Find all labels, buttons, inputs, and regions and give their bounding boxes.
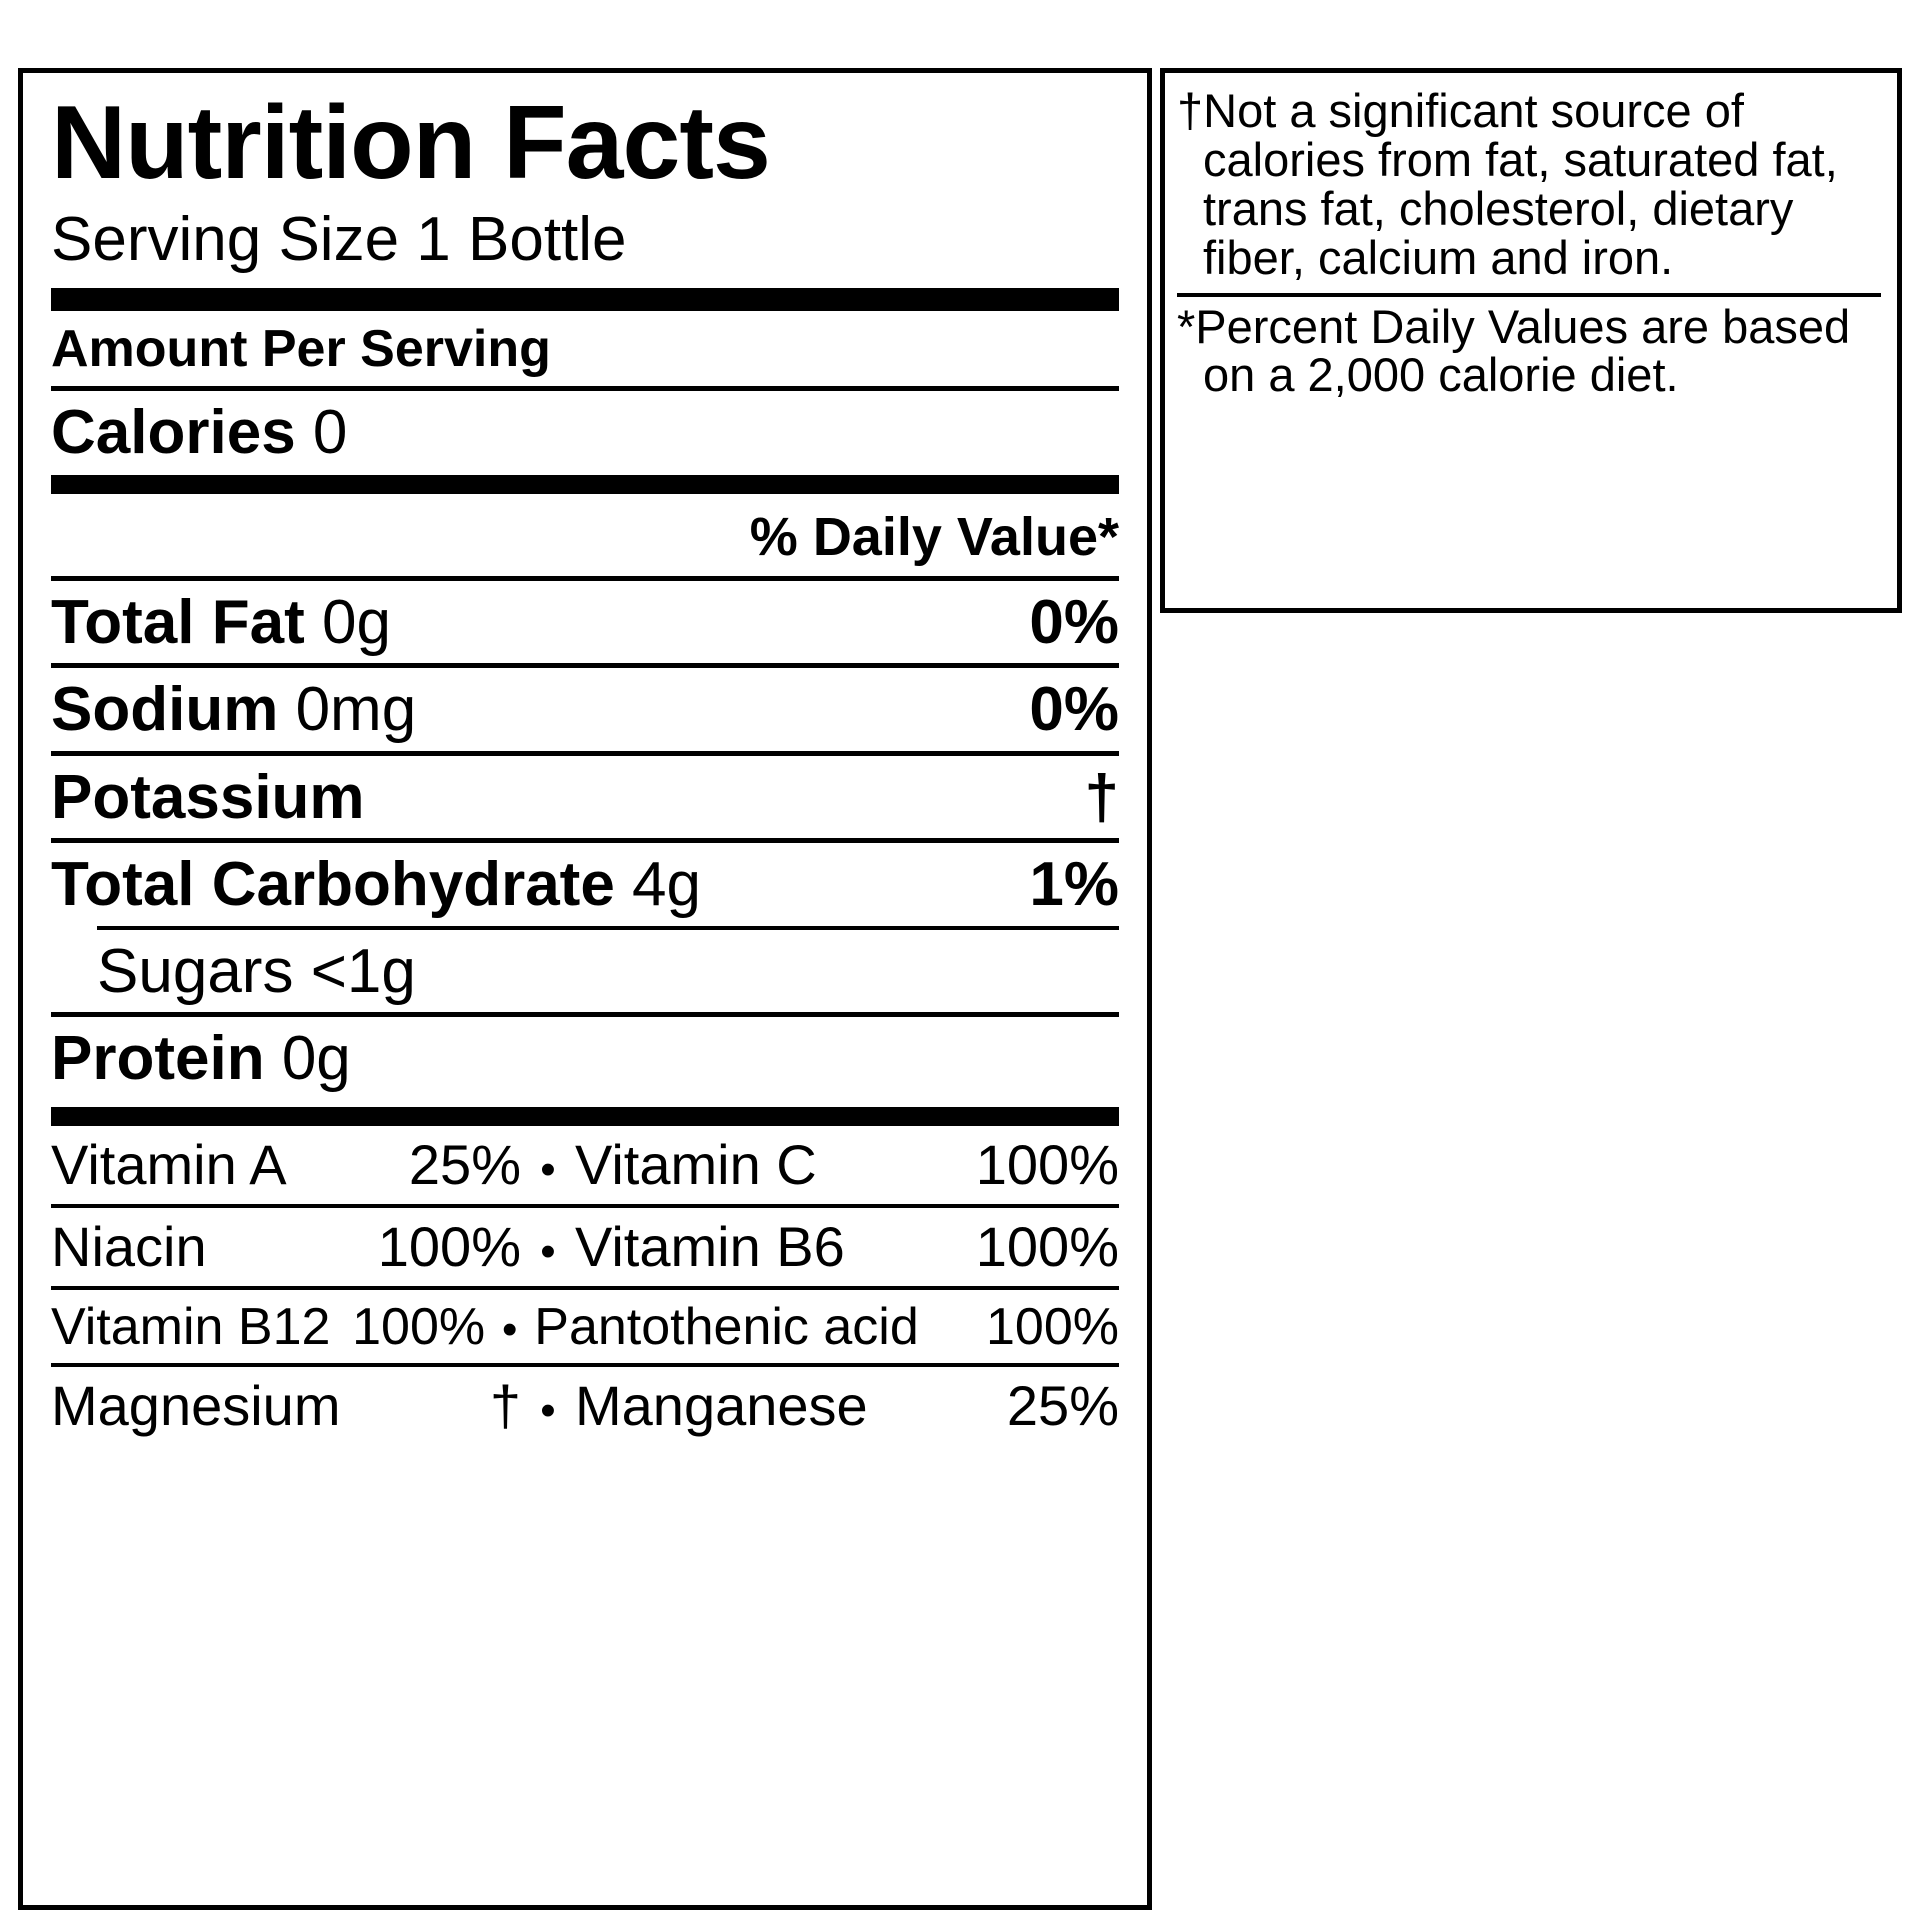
nutrient-row-protein (51, 1017, 1119, 1099)
vitamin-value-left: 25% (408, 1133, 521, 1197)
vitamin-value-left: 100% (377, 1215, 521, 1279)
nutrient-name: Protein 0g (51, 1024, 351, 1094)
daily-value-header: % Daily Value* (749, 507, 1119, 568)
serving-size-text: Serving Size 1 Bottle (51, 205, 627, 274)
divider-thick-top (51, 288, 1119, 311)
bullet-separator-icon: • (502, 1304, 518, 1354)
vitamin-name-left: Niacin (51, 1215, 207, 1279)
footnote-dagger-block (1177, 84, 1881, 284)
vitamin-value-right: 25% (1006, 1374, 1119, 1438)
bullet-separator-icon: • (540, 1386, 556, 1436)
calories-value: 0 (312, 398, 348, 468)
divider-below-calories (51, 475, 1119, 494)
nutrient-name: Total Carbohydrate 4g (51, 850, 702, 920)
calories-row (51, 399, 1119, 467)
nutrient-row-total-carbohydrate (51, 843, 1119, 925)
nutrient-name: Total Fat 0g (51, 587, 391, 657)
nutrient-row-sugars (51, 930, 1119, 1012)
nutrient-name: Potassium (51, 762, 365, 832)
vitamin-name-right: Manganese (575, 1374, 868, 1438)
footnote-dagger-text: †Not a significant source of calories from fat, saturated fat, trans fat, cholesterol, dietary fiber, calcium and iron. (1177, 84, 1838, 284)
vitamin-value-right: 100% (975, 1133, 1119, 1197)
vitamin-name-right: Pantothenic acid (534, 1297, 919, 1356)
nutrient-row-potassium (51, 756, 1119, 838)
nutrient-percent: 1% (1029, 850, 1119, 920)
footnote-divider (1177, 293, 1881, 297)
footnote-asterisk-text: *Percent Daily Values are based on a 2,000 calorie diet. (1177, 299, 1851, 402)
vitamin-name-left: Magnesium (51, 1374, 341, 1438)
footnote-asterisk-block (1177, 299, 1881, 402)
vitamin-value-right: 100% (975, 1215, 1119, 1279)
calories-label: Calories (51, 398, 296, 468)
vitamin-value-left: † (489, 1374, 521, 1438)
nutrient-name: Sodium 0mg (51, 675, 417, 745)
vitamin-row (51, 1290, 1119, 1363)
vitamin-value-right: 100% (986, 1297, 1119, 1356)
vitamin-name-right: Vitamin B6 (575, 1215, 845, 1279)
vitamin-name-right: Vitamin C (575, 1133, 817, 1197)
nutrient-percent: 0% (1029, 587, 1119, 657)
vitamin-row (51, 1208, 1119, 1286)
bullet-separator-icon: • (540, 1145, 556, 1195)
divider-above-calories (51, 386, 1119, 391)
amount-per-serving-label: Amount Per Serving (51, 320, 551, 379)
vitamin-row (51, 1367, 1119, 1445)
vitamin-name-left: Vitamin A (51, 1133, 287, 1197)
nutrient-name: Sugars <1g (97, 936, 416, 1006)
nutrition-facts-panel (18, 68, 1152, 1910)
panel-title: Nutrition Facts (51, 85, 770, 201)
bullet-separator-icon: • (540, 1227, 556, 1277)
vitamin-row (51, 1126, 1119, 1204)
nutrient-percent: 0% (1029, 675, 1119, 745)
vitamin-value-left: 100% (352, 1297, 486, 1356)
nutrient-percent: † (1084, 762, 1119, 832)
footnote-panel (1160, 68, 1902, 613)
nutrient-row-total-fat (51, 581, 1119, 663)
divider-above-vitamins (51, 1107, 1119, 1126)
nutrient-row-sodium (51, 668, 1119, 750)
vitamin-name-left: Vitamin B12 (51, 1297, 331, 1356)
